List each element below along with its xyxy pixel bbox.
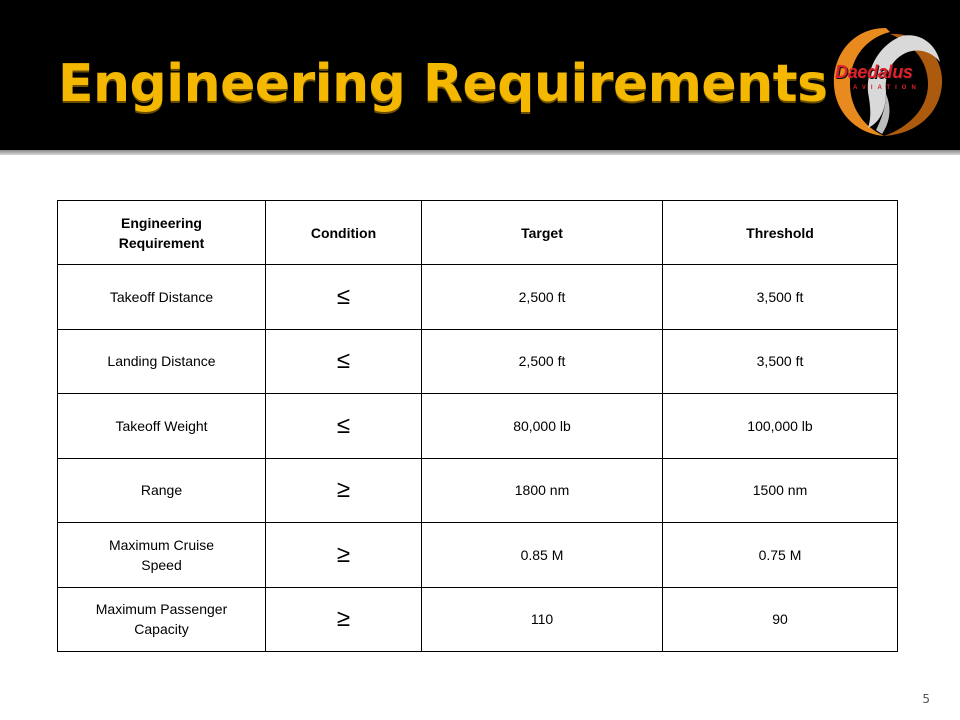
table-row bbox=[58, 587, 898, 652]
header-condition: Condition bbox=[266, 201, 422, 265]
condition-cell: ≤ bbox=[266, 265, 422, 330]
requirement-cell: Takeoff Weight bbox=[58, 394, 266, 459]
threshold-cell: 1500 nm bbox=[663, 458, 898, 523]
requirements-table bbox=[57, 200, 898, 652]
condition-cell: ≤ bbox=[266, 394, 422, 459]
table-row bbox=[58, 458, 898, 523]
target-cell: 1800 nm bbox=[422, 458, 663, 523]
target-cell: 2,500 ft bbox=[422, 329, 663, 394]
condition-cell: ≥ bbox=[266, 587, 422, 652]
table-row bbox=[58, 265, 898, 330]
logo-wordmark: Daedalus bbox=[835, 62, 913, 82]
header-threshold: Threshold bbox=[663, 201, 898, 265]
condition-cell: ≥ bbox=[266, 523, 422, 588]
header-target: Target bbox=[422, 201, 663, 265]
table-row bbox=[58, 329, 898, 394]
header-requirement: Engineering Requirement bbox=[58, 201, 266, 265]
requirement-cell: Range bbox=[58, 458, 266, 523]
slide-title: Engineering Requirements bbox=[58, 54, 828, 114]
threshold-cell: 3,500 ft bbox=[663, 329, 898, 394]
requirement-cell: Landing Distance bbox=[58, 329, 266, 394]
target-cell: 110 bbox=[422, 587, 663, 652]
condition-cell: ≤ bbox=[266, 329, 422, 394]
logo-subtext: AVIATION bbox=[853, 85, 921, 91]
threshold-cell: 90 bbox=[663, 587, 898, 652]
table-row bbox=[58, 394, 898, 459]
table-header-row bbox=[58, 201, 898, 265]
target-cell: 0.85 M bbox=[422, 523, 663, 588]
banner-divider bbox=[0, 150, 960, 155]
requirement-cell: Takeoff Distance bbox=[58, 265, 266, 330]
threshold-cell: 3,500 ft bbox=[663, 265, 898, 330]
requirement-cell: Maximum Cruise Speed bbox=[58, 523, 266, 588]
threshold-cell: 0.75 M bbox=[663, 523, 898, 588]
target-cell: 2,500 ft bbox=[422, 265, 663, 330]
target-cell: 80,000 lb bbox=[422, 394, 663, 459]
threshold-cell: 100,000 lb bbox=[663, 394, 898, 459]
page-number: 5 bbox=[922, 692, 930, 706]
condition-cell: ≥ bbox=[266, 458, 422, 523]
requirement-cell: Maximum Passenger Capacity bbox=[58, 587, 266, 652]
table-row bbox=[58, 523, 898, 588]
